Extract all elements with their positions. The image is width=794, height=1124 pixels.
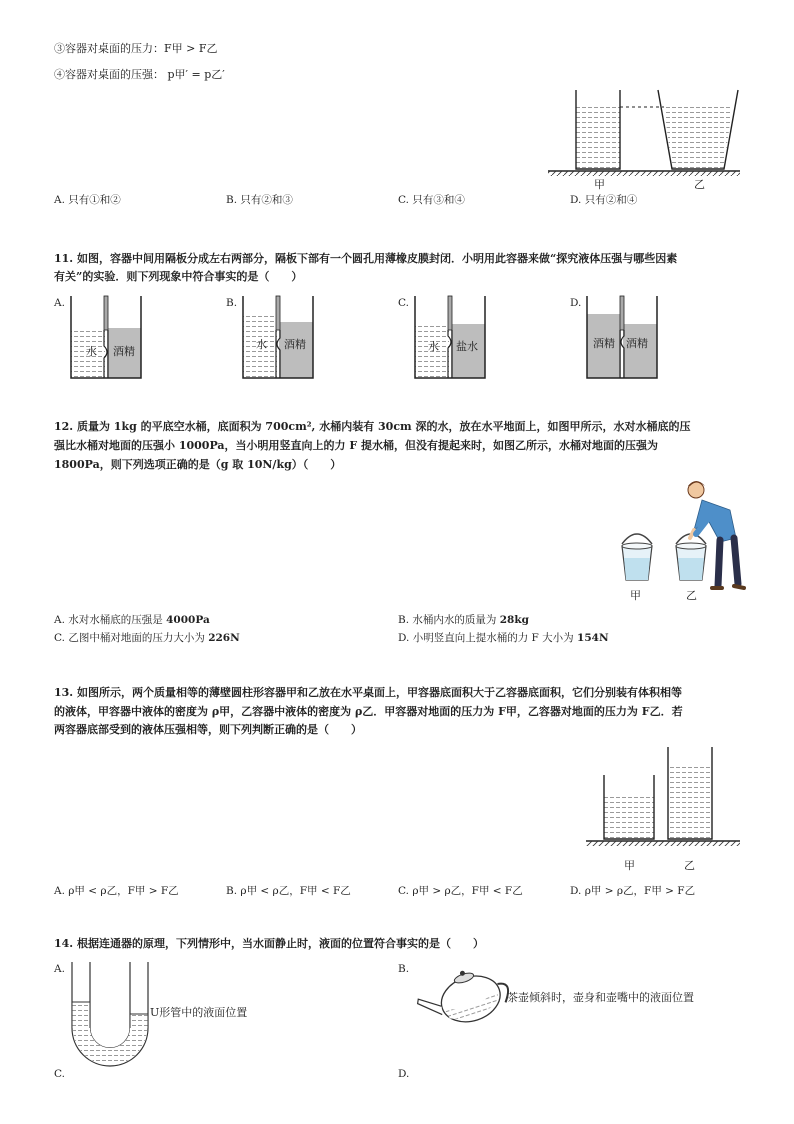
option-d[interactable]: D. 只有②和④ <box>570 194 638 206</box>
q13-text-line1: 13. 如图所示，两个质量相等的薄壁圆柱形容器甲和乙放在水平桌面上，甲容器底面积大于乙容器底面积，它们分别装有体积相等 <box>54 686 682 699</box>
q11-a-left-liquid: 水 <box>86 345 97 358</box>
q12-option-a-value: 4000Pa <box>166 614 210 626</box>
q13-option-d[interactable]: D. ρ甲 > ρ乙，F甲 > F乙 <box>570 885 696 897</box>
q11-panel-c-letter[interactable]: C. <box>398 297 409 309</box>
q13-option-a[interactable]: A. ρ甲 < ρ乙，F甲 > F乙 <box>54 885 179 897</box>
q13-option-b[interactable]: B. ρ甲 < ρ乙，F甲 < F乙 <box>226 885 351 897</box>
q12-option-c-value: 226N <box>208 632 240 644</box>
q12-bucket-figure <box>610 476 750 601</box>
q11-panel-a-letter[interactable]: A. <box>54 297 65 309</box>
q12-option-d-value: 154N <box>577 632 609 644</box>
q11-panel-a-figure <box>68 294 144 382</box>
q14-a-caption: U形管中的液面位置 <box>150 1006 248 1019</box>
q14-teapot-figure <box>412 962 512 1032</box>
q12-option-c[interactable] <box>54 630 240 645</box>
q11-panel-d-letter[interactable]: D. <box>570 297 582 309</box>
q11-panel-b-letter[interactable]: B. <box>226 297 238 309</box>
q11-d-left-liquid: 酒精 <box>593 337 615 350</box>
q11-text-line2: 有关”的实验．则下列现象中符合事实的是（ ） <box>54 270 303 283</box>
q13-fig-label-jia: 甲 <box>624 859 635 872</box>
q13-text-line3: 两容器底部受到的液体压强相等，则下列判断正确的是（ ） <box>54 723 362 736</box>
q12-option-d[interactable] <box>398 630 609 645</box>
containers-figure <box>540 85 750 195</box>
q12-option-a-text: A. 水对水桶底的压强是 <box>54 614 167 626</box>
q13-fig-label-yi: 乙 <box>684 859 695 872</box>
q12-fig-label-jia: 甲 <box>630 589 641 602</box>
q13-text-line2: 的液体，甲容器中液体的密度为 ρ甲，乙容器中液体的密度为 ρ乙．甲容器对地面的压力为 F甲，乙容器对地面的压力为 F乙．若 <box>54 705 683 718</box>
q14-text: 14. 根据连通器的原理，下列情形中，当水面静止时，液面的位置符合事实的是（ ） <box>54 937 484 950</box>
q14-option-b-letter[interactable]: B. <box>398 963 410 975</box>
q14-u-tube-figure <box>66 958 156 1070</box>
q12-option-d-text: D. 小明竖直向上提水桶的力 F 大小为 <box>398 632 578 644</box>
q12-text-line3: 1800Pa，则下列选项正确的是（g 取 10N/kg）（ ） <box>54 458 342 471</box>
q12-option-c-text: C. 乙图中桶对地面的压力大小为 <box>54 632 209 644</box>
q14-b-caption: 茶壶倾斜时，壶身和壶嘴中的液面位置 <box>507 991 694 1004</box>
q11-c-left-liquid: 水 <box>428 340 439 353</box>
q12-option-b-text: B. 水桶内水的质量为 <box>398 614 500 626</box>
q14-option-d-letter[interactable]: D. <box>398 1068 410 1080</box>
q11-d-right-liquid: 酒精 <box>626 337 648 350</box>
q11-b-left-liquid: 水 <box>256 338 267 351</box>
q12-option-a[interactable] <box>54 612 210 627</box>
option-a[interactable]: A. 只有①和② <box>54 194 121 206</box>
fig-label-yi: 乙 <box>694 178 705 191</box>
q12-option-b[interactable] <box>398 612 529 627</box>
q12-option-b-value: 28kg <box>499 614 529 626</box>
q14-option-a-letter[interactable]: A. <box>54 963 65 975</box>
statement-4: ④容器对桌面的压强： p甲′ = p乙′ <box>54 68 225 81</box>
q11-a-right-liquid: 酒精 <box>113 345 135 358</box>
q11-b-right-liquid: 酒精 <box>284 338 306 351</box>
q12-text-line1: 12. 质量为 1kg 的平底空水桶，底面积为 700cm², 水桶内装有 30cm 深的水，放在水平地面上，如图甲所示，水对水桶底的压 <box>54 420 691 433</box>
option-c[interactable]: C. 只有③和④ <box>398 194 465 206</box>
statement-3: ③容器对桌面的压力：F甲 > F乙 <box>54 42 218 55</box>
q13-option-c[interactable]: C. ρ甲 > ρ乙，F甲 < F乙 <box>398 885 523 897</box>
q12-fig-label-yi: 乙 <box>686 589 697 602</box>
q11-c-right-liquid: 盐水 <box>456 340 478 353</box>
option-b[interactable]: B. 只有②和③ <box>226 194 293 206</box>
q14-option-c-letter[interactable]: C. <box>54 1068 65 1080</box>
fig-label-jia: 甲 <box>594 178 605 191</box>
q11-text-line1: 11. 如图，容器中间用隔板分成左右两部分，隔板下部有一个圆孔用薄橡皮膜封闭．小明用此容器来做“探究液体压强与哪些因素 <box>54 252 678 265</box>
q13-containers-figure <box>580 745 750 855</box>
q12-text-line2: 强比水桶对地面的压强小 1000Pa，当小明用竖直向上的力 F 提水桶，但没有提起来时，如图乙所示，水桶对地面的压强为 <box>54 439 659 452</box>
